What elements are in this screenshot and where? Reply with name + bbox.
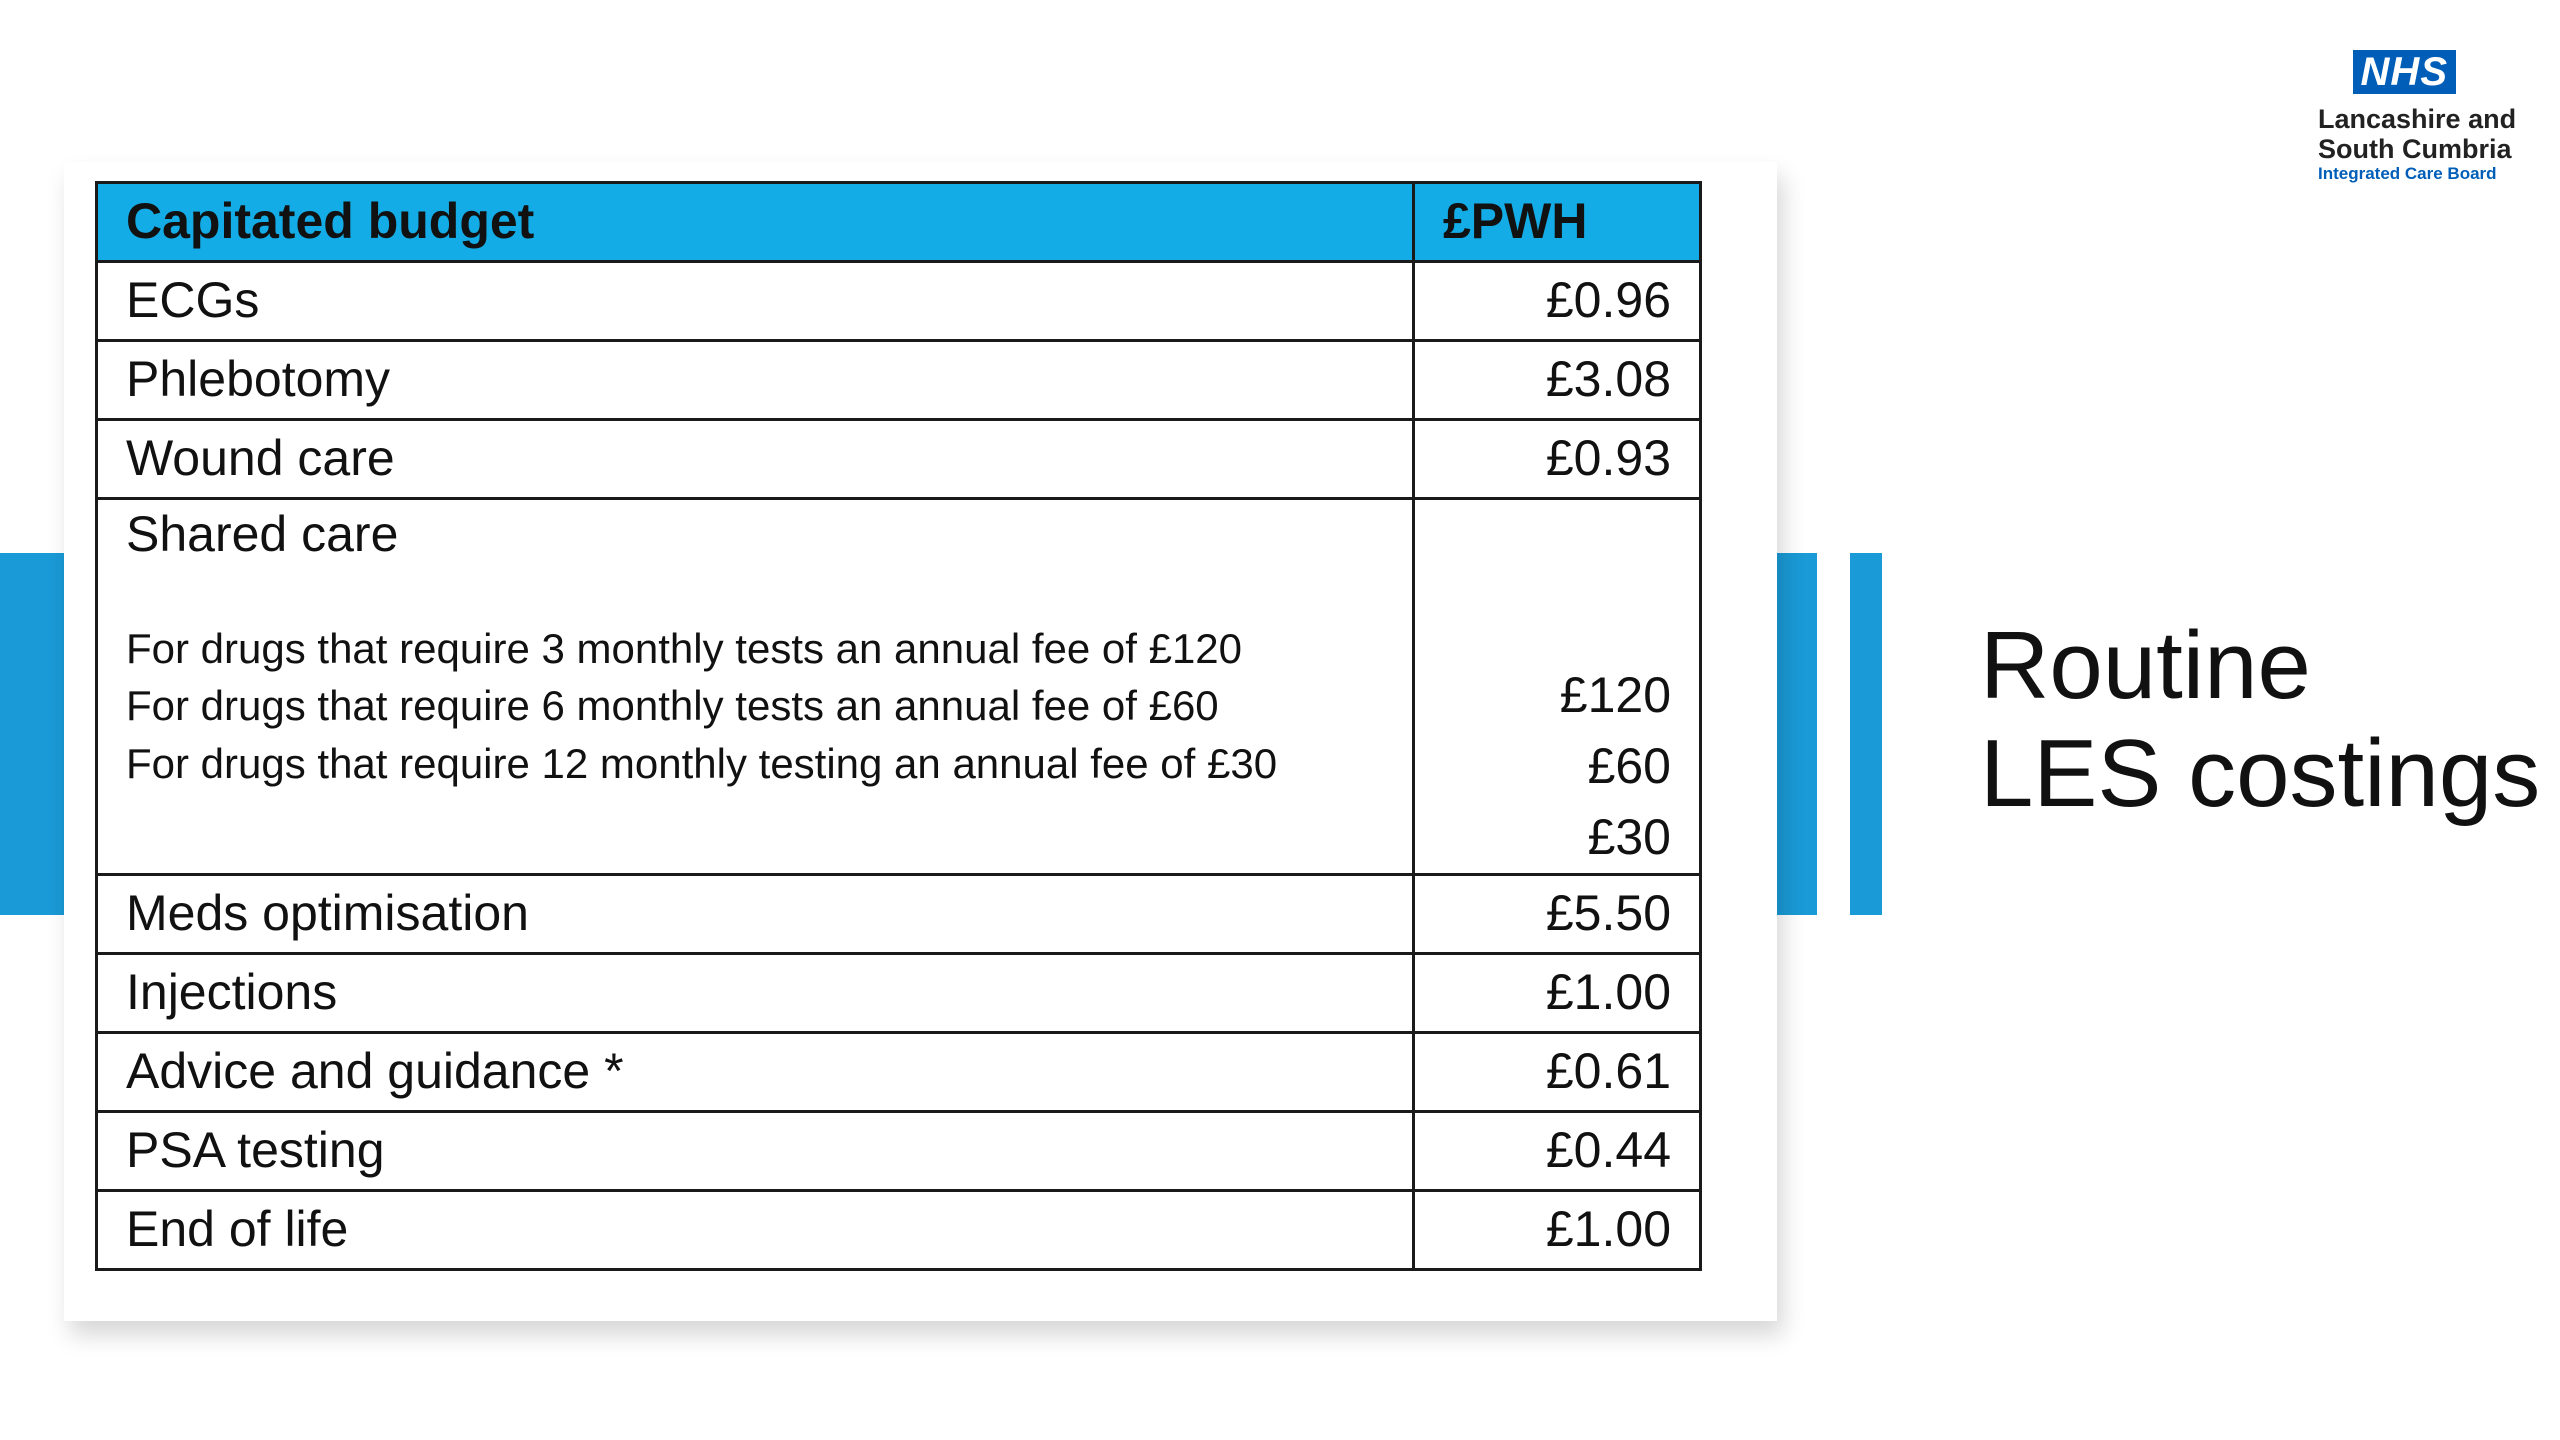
table-row [97, 954, 1701, 1033]
table-header-row [97, 183, 1701, 262]
shared-care-line: For drugs that require 3 monthly tests an annual fee of £120 [126, 624, 1243, 672]
row-label: Phlebotomy [97, 341, 1414, 420]
logo-line-1: Lancashire and [2318, 104, 2517, 134]
row-value: £0.61 [1414, 1033, 1701, 1112]
row-value: £3.08 [1414, 341, 1701, 420]
header-pwh: £PWH [1414, 183, 1701, 262]
shared-care-values-cell [1414, 499, 1701, 875]
row-label: PSA testing [97, 1112, 1414, 1191]
table-row [97, 875, 1701, 954]
shared-care-details [126, 620, 1384, 794]
row-label: Meds optimisation [97, 875, 1414, 954]
table-row [97, 1033, 1701, 1112]
table-row [97, 1191, 1701, 1270]
shared-care-label: Shared care [126, 506, 399, 562]
slide-title-line2: LES costings [1980, 720, 2541, 828]
row-label: End of life [97, 1191, 1414, 1270]
row-value: £1.00 [1414, 954, 1701, 1033]
table-row-shared-care [97, 499, 1701, 875]
shared-care-value: £120 [1559, 667, 1671, 723]
shared-care-line: For drugs that require 6 monthly tests an annual fee of £60 [126, 682, 1219, 730]
table-row [97, 341, 1701, 420]
row-value: £0.44 [1414, 1112, 1701, 1191]
shared-care-values [1443, 660, 1671, 873]
shared-care-value: £60 [1587, 738, 1671, 794]
accent-bar-right-2 [1850, 553, 1882, 915]
header-capitated-budget: Capitated budget [97, 183, 1414, 262]
row-value: £0.93 [1414, 420, 1701, 499]
logo-line-3: Integrated Care Board [2318, 164, 2497, 183]
row-label: Advice and guidance * [97, 1033, 1414, 1112]
nhs-badge-icon: NHS [2353, 50, 2456, 94]
row-value: £5.50 [1414, 875, 1701, 954]
row-label: ECGs [97, 262, 1414, 341]
costings-table [95, 181, 1702, 1271]
table-row [97, 420, 1701, 499]
shared-care-cell [97, 499, 1414, 875]
slide-title-line1: Routine [1980, 612, 2311, 719]
row-value: £0.96 [1414, 262, 1701, 341]
accent-bar-left [0, 553, 64, 915]
nhs-logo [2318, 50, 2528, 184]
table-row [97, 1112, 1701, 1191]
row-label: Wound care [97, 420, 1414, 499]
logo-line-2: South Cumbria [2318, 134, 2512, 164]
row-value: £1.00 [1414, 1191, 1701, 1270]
slide-title [1980, 612, 2540, 829]
shared-care-line: For drugs that require 12 monthly testing an annual fee of £30 [126, 740, 1278, 788]
row-label: Injections [97, 954, 1414, 1033]
shared-care-value: £30 [1587, 809, 1671, 865]
accent-bar-right-1 [1777, 553, 1817, 915]
table-row [97, 262, 1701, 341]
